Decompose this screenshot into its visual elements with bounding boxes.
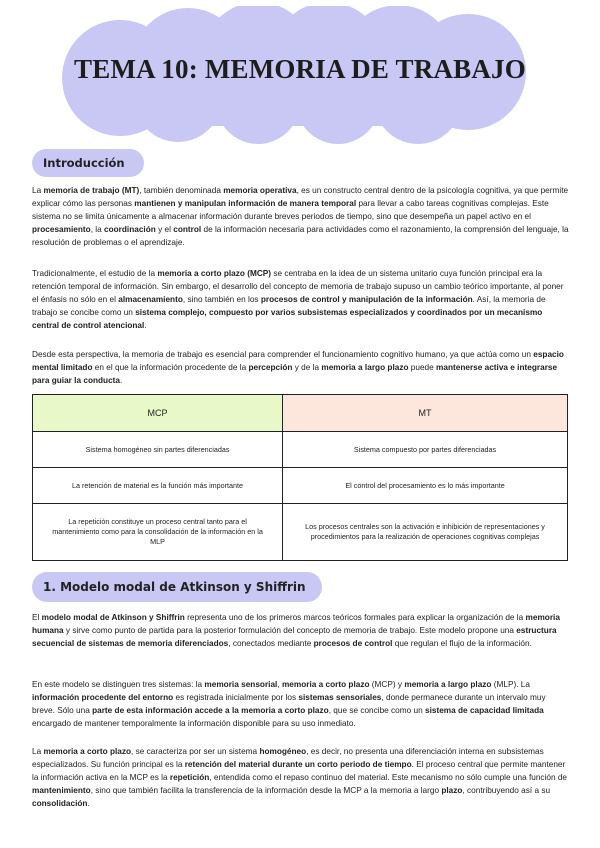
table-header-mt: MT bbox=[283, 395, 568, 432]
text-run: , conectados mediante bbox=[228, 639, 314, 648]
bold-text: plazo bbox=[441, 786, 463, 795]
text-run: , que se concibe como un bbox=[328, 706, 425, 715]
text-run: se centraba en la idea de un sistema unitario cuya función principal era la retención temporal de información. Sin embargo, el desarrollo del concepto de memoria de trabajo supuso un cambio teórico importante, al poner el énfasis no sólo en el bbox=[32, 269, 564, 304]
table-cell: Sistema compuesto por partes diferenciadas bbox=[283, 432, 568, 468]
bold-text: retención del material durante un corto periodo de tiempo bbox=[184, 760, 412, 769]
bold-text: percepción bbox=[248, 363, 293, 372]
bold-text: repetición bbox=[169, 773, 210, 782]
bold-text: información procedente del entorno bbox=[32, 693, 174, 702]
bold-text: memoria a corto plazo bbox=[43, 747, 132, 756]
table-cell: Sistema homogéneo sin partes diferenciadas bbox=[33, 432, 283, 468]
table-row bbox=[33, 468, 568, 504]
bold-text: parte de esta información accede a la memoria a corto plazo bbox=[92, 706, 329, 715]
bold-text: procesamiento bbox=[32, 225, 91, 234]
text-run: . bbox=[120, 376, 123, 385]
text-run: que regulan el flujo de la información. bbox=[392, 639, 532, 648]
text-run: en el que la información procedente de la bbox=[92, 363, 249, 372]
text-run: de la información necesaria para actividades como el razonamiento, la comprensión del lenguaje, la resolución de problemas o el aprendizaje. bbox=[32, 225, 569, 247]
bold-text: consolidación bbox=[32, 799, 88, 808]
bold-text: memoria de trabajo (MT) bbox=[43, 186, 140, 195]
table-row bbox=[33, 504, 568, 561]
text-run: , bbox=[277, 680, 282, 689]
text-run: , también denominada bbox=[139, 186, 224, 195]
bold-text: homogéneo bbox=[259, 747, 307, 756]
page-title: TEMA 10: MEMORIA DE TRABAJO bbox=[74, 54, 526, 84]
text-run: Desde esta perspectiva, la memoria de trabajo es esencial para comprender el funcionamiento cognitivo humano, ya que actúa como un bbox=[32, 350, 534, 359]
text-run: La bbox=[32, 747, 44, 756]
text-run: (MCP) y bbox=[369, 680, 405, 689]
bold-text: procesos de control y manipulación de la información bbox=[260, 295, 473, 304]
section-heading-modelo-modal: 1. Modelo modal de Atkinson y Shiffrin bbox=[32, 572, 322, 602]
bold-text: mantienen y manipulan información de manera temporal bbox=[134, 199, 357, 208]
text-run: puede bbox=[408, 363, 437, 372]
text-run: y sirve como punto de partida para la posterior formulación del concepto de memoria de trabajo. Este modelo propone una bbox=[63, 626, 517, 635]
bold-text: sistemas sensoriales bbox=[298, 693, 382, 702]
bold-text: memoria sensorial bbox=[204, 680, 278, 689]
bold-text: modelo modal de Atkinson y Shiffrin bbox=[41, 613, 185, 622]
bold-text: mantenimiento bbox=[32, 786, 91, 795]
text-run: , es decir, no presenta una diferenciación interna en subsistemas especializados. Su función principal es la bbox=[32, 747, 544, 769]
text-run: , donde permanece durante un intervalo muy breve. Sólo una bbox=[32, 693, 546, 715]
text-run: , entendida como el repaso continuo del material. Este mecanismo no sólo cumple una función de bbox=[209, 773, 568, 782]
text-run: , sino también en los bbox=[182, 295, 261, 304]
bold-text: memoria humana bbox=[32, 613, 560, 635]
text-run: (MLP). La bbox=[491, 680, 530, 689]
bold-text: memoria a largo plazo bbox=[404, 680, 492, 689]
bold-text: mantenerse activa e integrarse para guiar la conducta bbox=[32, 363, 558, 385]
text-run: encargado de mantener temporalmente la información disponible para su uso inmediato. bbox=[32, 719, 356, 728]
text-run: La bbox=[32, 186, 44, 195]
text-run: es registrada inicialmente por los bbox=[173, 693, 299, 702]
text-run: El bbox=[32, 613, 42, 622]
intro-paragraph-2 bbox=[32, 267, 570, 332]
table-row bbox=[33, 432, 568, 468]
text-run: , la bbox=[90, 225, 104, 234]
bold-text: sistema complejo, compuesto por varios subsistemas especializados y coordinados por un mecanismo central de control atencional bbox=[32, 308, 543, 330]
table-cell: El control del procesamiento es lo más importante bbox=[283, 468, 568, 504]
text-run: , es un constructo central dentro de la psicología cognitiva, ya que permite explicar cómo las personas bbox=[32, 186, 569, 208]
text-run: Tradicionalmente, el estudio de la bbox=[32, 269, 158, 278]
comparison-table bbox=[32, 394, 568, 561]
text-run: representa uno de los primeros marcos teóricos formales para explicar la organización de la bbox=[184, 613, 526, 622]
text-run: En este modelo se distinguen tres sistemas: la bbox=[32, 680, 205, 689]
section1-paragraph-3 bbox=[32, 745, 570, 810]
bold-text: control bbox=[173, 225, 202, 234]
bold-text: procesos de control bbox=[313, 639, 393, 648]
bold-text: memoria a largo plazo bbox=[321, 363, 409, 372]
text-run: y el bbox=[155, 225, 174, 234]
text-run: , sino que también facilita la transferencia de la información desde la MCP a la memoria a largo bbox=[90, 786, 442, 795]
bold-text: sistema de capacidad limitada bbox=[425, 706, 544, 715]
bold-text: coordinación bbox=[104, 225, 156, 234]
section1-paragraph-1 bbox=[32, 611, 570, 650]
table-cell: Los procesos centrales son la activación e inhibición de representaciones y procedimientos para la realización de operaciones cognitivas complejas bbox=[283, 504, 568, 561]
text-run: . Así, la memoria de trabajo se concibe como un bbox=[32, 295, 546, 317]
table-header-row bbox=[33, 395, 568, 432]
text-run: para llevar a cabo tareas cognitivas complejas. Este sistema no se limita únicamente a almacenar información durante breves periodos de tiempo, sino que desempeña un papel activo en el bbox=[32, 199, 549, 221]
intro-paragraph-3 bbox=[32, 348, 570, 387]
bold-text: memoria a corto plazo bbox=[281, 680, 370, 689]
bold-text: estructura secuencial de sistemas de memoria diferenciados bbox=[32, 626, 557, 648]
table-cell: La retención de material es la función más importante bbox=[33, 468, 283, 504]
text-run: . bbox=[144, 321, 147, 330]
bold-text: memoria a corto plazo (MCP) bbox=[157, 269, 272, 278]
bold-text: memoria operativa bbox=[223, 186, 297, 195]
text-run: , contribuyendo así a su bbox=[462, 786, 551, 795]
bold-text: espacio mental limitado bbox=[32, 350, 564, 372]
table-header-mcp: MCP bbox=[33, 395, 283, 432]
text-run: . El proceso central que permite mantener la información activa en la MCP es la bbox=[32, 760, 566, 782]
text-run: . bbox=[87, 799, 90, 808]
table-cell: La repetición constituye un proceso central tanto para el mantenimiento como para la consolidación de la información en la MLP bbox=[33, 504, 283, 561]
text-run: y de la bbox=[292, 363, 322, 372]
text-run: , se caracteriza por ser un sistema bbox=[131, 747, 260, 756]
section-heading-introduccion: Introducción bbox=[32, 149, 144, 177]
intro-paragraph-1 bbox=[32, 184, 570, 249]
bold-text: almacenamiento bbox=[118, 295, 183, 304]
section1-paragraph-2 bbox=[32, 678, 570, 730]
